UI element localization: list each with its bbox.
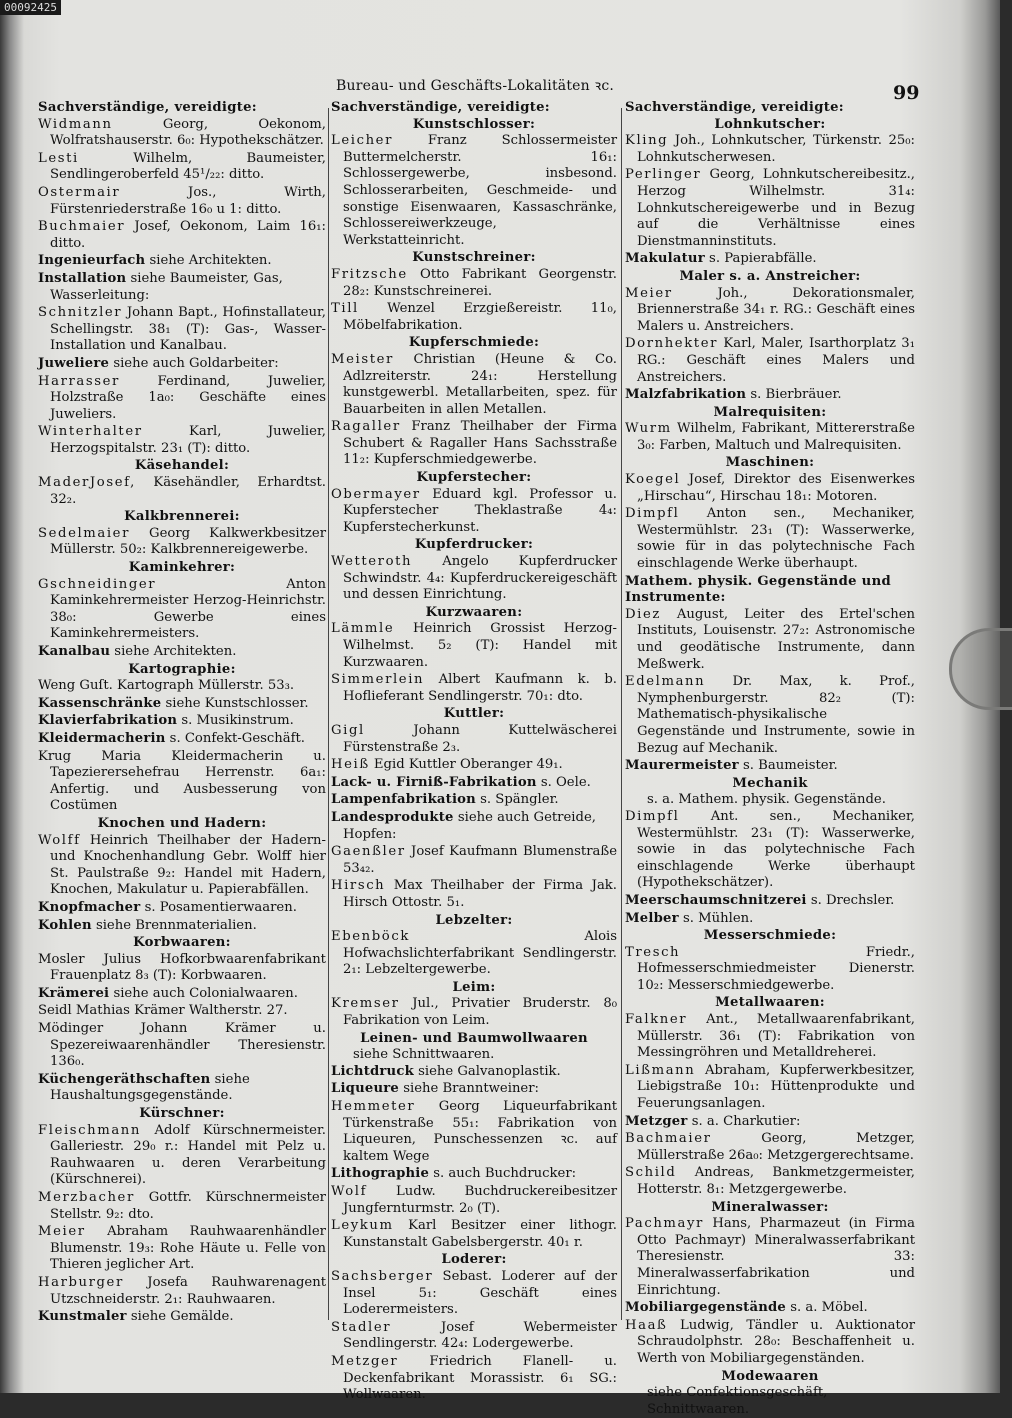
category-heading: Kartographie: — [128, 661, 236, 677]
directory-entry — [331, 844, 617, 877]
entry-name: Sachsberger — [331, 1268, 434, 1284]
directory-entry — [625, 674, 915, 757]
cross-reference-target: siehe Gemälde. — [126, 1309, 234, 1325]
entry-details: Mosler Julius Hofkorbwaarenfabrikant Frauenplatz 8₃ (T): Korbwaaren. — [38, 951, 326, 984]
entry-details: Adolf Kürschnermeister. Galleriestr. 29₀ r.: Handel mit Pelz u. Rauhwaaren u. deren Verarbeitung (Kürschnerei). — [50, 1122, 326, 1188]
entry-name: Kremser — [331, 996, 400, 1012]
cross-reference — [331, 810, 617, 843]
entry-details: Jul., Privatier Bruderstr. 8₀ Fabrikation von Leim. — [343, 996, 617, 1029]
entry-details: Andreas, Bankmetzgermeister, Hotterstr. 8₁: Metzgergewerbe. — [637, 1165, 915, 1197]
entry-name: Leicher — [331, 133, 393, 149]
category-heading: Leinen- und Baumwollwaaren — [360, 1030, 588, 1046]
cross-reference — [331, 1166, 617, 1183]
category-note: s. a. Mathem. physik. Gegenstände. — [647, 792, 886, 808]
entry-name: Heiß — [331, 757, 370, 773]
entry-name: Perlinger — [625, 167, 702, 183]
category-heading: Mathem. physik. Gegenstände und Instrumente: — [625, 573, 891, 606]
entry-details: Dr. Max, k. Prof., Nymphenburgerstr. 82₂ (T): Mathematisch-physikalische Gegenstände und Instrumente, sowie in Bezug auf Mechanik. — [637, 674, 915, 756]
entry-details: Franz Theilhaber der Firma Schubert & Ragaller Hans Sachsstraße 11₂: Kupferschmiedgewerbe. — [343, 419, 617, 468]
cross-reference-heading: Juweliere — [38, 355, 110, 371]
cross-reference-target: siehe Brennmaterialien. — [91, 917, 257, 933]
column-3 — [625, 100, 915, 1418]
cross-reference-heading: Liqueure — [331, 1081, 400, 1097]
entry-name: Gigl — [331, 722, 365, 738]
entry-details: Alois Hofwachslichterfabrikant Sendlingerstr. 2₁: Lebzeltergewerbe. — [343, 929, 617, 978]
entry-name: Ebenböck — [331, 929, 410, 945]
entry-name: Obermayer — [331, 486, 421, 502]
entry-details: Josef Kaufmann Blumenstraße 53₄₂. — [343, 844, 617, 876]
scan-id-label: 00092425 — [0, 0, 61, 15]
category-heading: Sachverständige, vereidigte: — [331, 100, 550, 115]
directory-entry — [38, 1275, 326, 1308]
directory-entry — [38, 526, 326, 559]
entry-name: Meister — [331, 351, 394, 367]
entry-name: Till — [331, 301, 359, 317]
category-heading: Mechanik — [732, 775, 808, 791]
directory-entry — [331, 267, 617, 300]
entry-details: Johann Kuttelwäscherei Fürstenstraße 2₃. — [343, 722, 617, 755]
cross-reference-target: s. a. Möbel. — [786, 1300, 868, 1316]
entry-name: Diez — [625, 606, 661, 622]
cross-reference-target: s. Confekt-Geschäft. — [165, 730, 306, 746]
cross-reference-heading: Lithographie — [331, 1166, 430, 1182]
category-heading: Kaminkehrer: — [128, 560, 236, 576]
directory-entry — [331, 1269, 617, 1319]
cross-reference-heading: Lack- u. Firniß-Fabrikation — [331, 774, 537, 790]
entry-details: Gottfr. Kürschnermeister Stellstr. 9₂: dto. — [50, 1190, 326, 1222]
entry-name: Bachmaier — [625, 1131, 712, 1147]
cross-reference-heading: Mobiliargegenstände — [625, 1300, 787, 1316]
category-heading: Korbwaaren: — [133, 935, 231, 951]
entry-name: Kling — [625, 133, 669, 149]
category-heading: Mineralwasser: — [711, 1199, 829, 1215]
cross-reference-target: siehe Haushaltungsgegenstände. — [50, 1071, 250, 1104]
cross-reference — [38, 253, 326, 270]
directory-entry — [625, 336, 915, 386]
directory-entry — [331, 996, 617, 1029]
entry-name: Ostermair — [38, 184, 121, 200]
entry-details: Karl, Maler, Isarthorplatz 3₁ RG.: Geschäft eines Malers und Anstreichers. — [637, 336, 915, 385]
entry-details: Ludw. Buchdruckereibesitzer Jungfernturmstr. 2₀ (T). — [343, 1184, 617, 1216]
entry-details: Egid Kuttler Oberanger 49₁. — [369, 757, 563, 773]
entry-details: Joh., Dekorationsmaler, Briennerstraße 34₁ r. RG.: Geschäft eines Malers u. Anstreichers. — [637, 285, 915, 334]
category-heading: Käsehandel: — [134, 458, 230, 474]
entry-details: Anton Kaminkehrermeister Herzog-Heinrichstr. 38₀: Gewerbe eines Kaminkehrermeisters. — [50, 576, 326, 642]
entry-details: Albert Kaufmann k. b. Hoflieferant Sendlingerstr. 70₁: dto. — [343, 672, 617, 704]
category-heading: Kupferdrucker: — [414, 537, 534, 553]
cross-reference — [38, 986, 326, 1003]
category-heading: Lohnkutscher: — [714, 116, 826, 132]
cross-reference-heading: Küchengeräthschaften — [38, 1071, 211, 1087]
cross-reference — [38, 1309, 326, 1326]
directory-entry — [331, 352, 617, 418]
cross-reference — [331, 1081, 617, 1098]
entry-details: Josefa Rauhwarenagent Utzschneiderstr. 2₁: Rauhwaaren. — [50, 1274, 326, 1307]
cross-reference — [38, 271, 326, 304]
directory-entry — [625, 809, 915, 892]
directory-entry — [625, 607, 915, 673]
entry-details: Jos., Wirth, Fürstenriederstraße 16₀ u 1: ditto. — [50, 184, 326, 217]
cross-reference — [625, 911, 915, 928]
entry-name: Pachmayr — [625, 1216, 704, 1232]
cross-reference-heading: Ingenieurfach — [38, 253, 146, 269]
cross-reference-heading: Malzfabrikation — [625, 387, 747, 403]
directory-entry — [625, 421, 915, 454]
directory-entry — [38, 1224, 326, 1274]
directory-entry — [625, 286, 915, 336]
category-heading: Knochen und Hadern: — [97, 815, 267, 831]
entry-details: Ferdinand, Juwelier, Holzstraße 1a₀: Geschäfte eines Juweliers. — [50, 373, 326, 422]
entry-name: Harburger — [38, 1274, 124, 1290]
entry-details: Angelo Kupferdrucker Schwindstr. 4₄: Kupferdruckereigeschäft und dessen Einrichtung. — [343, 554, 617, 603]
category-heading: Kunstschreiner: — [412, 250, 536, 266]
directory-entry — [38, 833, 326, 899]
directory-entry — [331, 1099, 617, 1165]
entry-name: Gaenßler — [331, 844, 406, 860]
entry-details: Christian (Heune & Co. Adlzreiterstr. 24₁: Herstellung kunstgewerbl. Metallarbeiten, spez. für Bauarbeiten in allen Metallen. — [343, 351, 617, 417]
entry-name: Dimpfl — [625, 808, 680, 824]
directory-entry — [331, 301, 617, 334]
category-heading: Messerschmiede: — [703, 928, 837, 944]
directory-entry — [625, 945, 915, 995]
entry-name: Dimpfl — [625, 506, 680, 522]
entry-details: Karl, Juwelier, Herzogspitalstr. 23₁ (T): ditto. — [50, 424, 326, 456]
entry-name: Dornhekter — [625, 336, 719, 352]
entry-name: Leykum — [331, 1218, 394, 1234]
entry-name: Gschneidinger — [38, 576, 157, 592]
cross-reference-heading: Kohlen — [38, 917, 92, 933]
category-heading: Kalkbrennerei: — [124, 509, 240, 525]
directory-entry — [625, 1063, 915, 1113]
directory-entry — [331, 487, 617, 537]
directory-entry — [38, 1021, 326, 1071]
directory-entry — [625, 133, 915, 166]
entry-name: Meier — [625, 285, 673, 301]
cross-reference-target: s. a. Charkutier: — [687, 1113, 801, 1129]
directory-entry — [38, 151, 326, 184]
cross-reference-target: siehe auch Goldarbeiter: — [109, 355, 279, 371]
entry-name: Winterhalter — [38, 424, 143, 440]
cross-reference-heading: Lichtdruck — [331, 1063, 414, 1079]
entry-details: Hans, Pharmazeut (in Firma Otto Pachmayr) Mineralwasserfabrikant Theresienstr. 33: Mineralwasserfabrikation und Einrichtung. — [637, 1216, 915, 1298]
entry-name: Ragaller — [331, 419, 401, 435]
entry-name: Wetteroth — [331, 554, 413, 570]
category-heading: Kupferstecher: — [416, 470, 532, 486]
cross-reference-target: s. Posamentierwaaren. — [140, 899, 297, 915]
entry-details: Josef Webermeister Sendlingerstr. 42₄: Lodergewerbe. — [343, 1319, 617, 1352]
directory-entry — [625, 1012, 915, 1062]
directory-entry — [38, 1003, 326, 1020]
cross-reference — [625, 758, 915, 775]
category-heading: Kuttler: — [443, 706, 505, 722]
cross-reference — [38, 731, 326, 748]
cross-reference — [38, 918, 326, 935]
category-heading: Maler s. a. Anstreicher: — [679, 268, 861, 284]
entry-details: Abraham Rauhwaarenhändler Blumenstr. 19₃: Rohe Häute u. Felle von Thieren jeglicher Art. — [50, 1224, 326, 1273]
entry-name: Schild — [625, 1165, 677, 1181]
directory-entry — [331, 878, 617, 911]
entry-details: Anton sen., Mechaniker, Westermühlstr. 23₁ (T): Wasserwerke, sowie für in das polytechnische Fach einschlagende Werke überhaupt. — [637, 506, 915, 572]
directory-entry — [331, 1320, 617, 1353]
entry-name: Koegel — [625, 472, 681, 488]
category-note: siehe Schnittwaaren. — [353, 1047, 495, 1063]
page-clip-icon — [949, 628, 1012, 710]
category-note: siehe Confektionsgeschäft, Schnittwaaren. — [647, 1385, 828, 1417]
entry-details: Joh., Lohnkutscher, Türkenstr. 25₀: Lohnkutscherwesen. — [637, 133, 915, 165]
entry-details: Ant., Metallwaarenfabrikant, Müllerstr. 36₁ (T): Fabrikation von Messingröhren und Metalldreherei. — [637, 1012, 915, 1061]
category-heading: Modewaaren — [721, 1368, 819, 1384]
cross-reference-target: s. Drechsler. — [806, 892, 895, 908]
directory-entry — [625, 167, 915, 250]
entry-details: Georg Kalkwerkbesitzer Müllerstr. 50₂: Kalkbrennereigewerbe. — [50, 525, 326, 558]
entry-details: Sebast. Loderer auf der Insel 5₁: Geschäft eines Loderermeisters. — [343, 1268, 617, 1318]
category-heading: Leim: — [452, 979, 496, 995]
cross-reference-target: siehe Kunstschlosser. — [161, 695, 309, 711]
entry-details: Friedrich Flanell- u. Deckenfabrikant Morassistr. 6₁ SG.: Wollwaaren. — [343, 1353, 617, 1403]
cross-reference-target: s. Musikinstrum. — [177, 713, 294, 729]
entry-name: Haaß — [625, 1317, 668, 1333]
directory-entry — [625, 472, 915, 505]
directory-entry — [331, 554, 617, 604]
cross-reference-target: s. auch Buchdrucker: — [429, 1166, 577, 1182]
directory-entry — [331, 133, 617, 249]
entry-name: Lißmann — [625, 1062, 696, 1078]
entry-name: MaderJosef, — [38, 475, 136, 491]
cross-reference-heading: Krämerei — [38, 985, 110, 1001]
category-heading: Kupferschmiede: — [408, 335, 540, 351]
directory-entry — [331, 1354, 617, 1404]
directory-entry — [625, 1165, 915, 1198]
cross-reference-heading: Metzger — [625, 1113, 688, 1129]
category-heading: Kürschner: — [139, 1106, 225, 1122]
entry-details: Wilhelm, Fabrikant, Mittererstraße 3₀: Farben, Maltuch und Malrequisiten. — [637, 421, 915, 453]
entry-name: Meier — [38, 1224, 86, 1240]
entry-details: Johann Bapt., Hofinstallateur, Schellingstr. 38₁ (T): Gas-, Wasser-Installation und Kanalbau. — [50, 305, 326, 354]
column-2 — [331, 100, 617, 1405]
cross-reference-target: siehe auch Colonialwaaren. — [109, 985, 298, 1001]
entry-details: Wilhelm, Baumeister, Sendlingeroberfeld 45¹/₂₂: ditto. — [50, 150, 326, 183]
column-1 — [38, 100, 326, 1327]
entry-name: Simmerlein — [331, 672, 425, 688]
entry-details: Eduard kgl. Professor u. Kupferstecher Theklastraße 4₄: Kupferstecherkunst. — [343, 486, 617, 535]
cross-reference-target: siehe Architekten. — [145, 253, 272, 269]
cross-reference-heading: Landesprodukte — [331, 809, 454, 825]
entry-name: Metzger — [331, 1353, 399, 1369]
entry-name: Wolf — [331, 1184, 368, 1199]
cross-reference-target: s. Papierabfälle. — [704, 251, 817, 267]
directory-entry — [331, 723, 617, 756]
category-heading: Kurzwaaren: — [425, 604, 523, 620]
entry-name: Wurm — [625, 421, 672, 437]
cross-reference — [38, 1072, 326, 1105]
cross-reference — [38, 644, 326, 661]
directory-entry — [331, 1218, 617, 1251]
entry-details: August, Leiter des Ertel'schen Instituts, Louisenstr. 27₂: Astronomische und geodätische Instrumente, dann Meßwerk. — [637, 606, 915, 672]
entry-name: Wolff — [38, 832, 81, 848]
entry-details: Wenzel Erzgießereistr. 11₀, Möbelfabrikation. — [343, 301, 617, 333]
directory-entry — [38, 305, 326, 355]
entry-details: Seidl Mathias Krämer Waltherstr. 27. — [38, 1003, 288, 1019]
entry-details: Georg, Oekonom, Wolfratshauserstr. 6₀: Hypothekschätzer. — [50, 116, 326, 149]
directory-entry — [38, 678, 326, 695]
entry-name: Edelmann — [625, 674, 706, 690]
entry-details: Josef, Oekonom, Laim 16₁: ditto. — [50, 219, 326, 251]
cross-reference — [625, 1114, 915, 1131]
entry-name: Lesti — [38, 150, 79, 166]
entry-name: Stadler — [331, 1319, 392, 1335]
directory-entry — [331, 419, 617, 469]
directory-entry — [38, 1190, 326, 1223]
category-heading: Kunstschlosser: — [412, 116, 536, 132]
directory-entry — [38, 475, 326, 508]
entry-name: Sedelmaier — [38, 525, 130, 541]
cross-reference-heading: Installation — [38, 270, 127, 286]
cross-reference-target: s. Baumeister. — [738, 758, 838, 774]
entry-name: Fleischmann — [38, 1122, 141, 1138]
directory-entry — [38, 374, 326, 424]
directory-entry — [38, 952, 326, 985]
entry-details: Käsehändler, Erhardtst. 32₂. — [50, 475, 326, 507]
entry-details: Ant. sen., Mechaniker, Westermühlstr. 23₁ (T): Wasserwerke, sowie in das polytechnische Fach einschlagende Werke überhaupt (Hypothekschätzer). — [637, 808, 915, 891]
cross-reference — [331, 792, 617, 809]
cross-reference — [625, 251, 915, 268]
directory-entry — [38, 1123, 326, 1189]
cross-reference — [38, 900, 326, 917]
cross-reference-target: s. Spängler. — [475, 792, 559, 808]
directory-entry — [625, 1131, 915, 1164]
category-heading: Sachverständige, vereidigte: — [38, 100, 257, 115]
entry-details: Mödinger Johann Krämer u. Spezereiwaarenhändler Theresienstr. 136₀. — [38, 1021, 326, 1070]
cross-reference-heading: Maurermeister — [625, 758, 739, 774]
entry-details: Ludwig, Tändler u. Auktionator Schraudolphstr. 28₀: Beschaffenheit u. Werth von Mobiliargegenständen. — [637, 1317, 915, 1366]
entry-details: Abraham, Kupferwerkbesitzer, Liebigstraße 10₁: Hüttenprodukte und Feuerungsanlagen. — [637, 1062, 915, 1112]
entry-details: Georg, Metzger, Müllerstraße 26a₀: Metzgergerechtsame. — [637, 1131, 915, 1163]
entry-name: Falkner — [625, 1012, 688, 1028]
entry-name: Fritzsche — [331, 266, 408, 282]
entry-details: Max Theilhaber der Firma Jak. Hirsch Ottostr. 5₁. — [343, 878, 617, 910]
entry-details: Josef, Direktor des Eisenwerkes „Hirschau“, Hirschau 18₁: Motoren. — [637, 472, 915, 504]
category-heading: Sachverständige, vereidigte: — [625, 100, 844, 115]
directory-entry — [331, 672, 617, 705]
cross-reference-target: siehe auch Getreide, Hopfen: — [343, 809, 596, 842]
cross-reference-heading: Kassenschränke — [38, 695, 162, 711]
category-heading: Maschinen: — [725, 455, 815, 471]
entry-details: Georg Liqueurfabrikant Türkenstraße 55₁: Fabrikation von Liqueuren, Punschessenzen ꝛc. auf kaltem Wege — [343, 1099, 617, 1164]
directory-entry — [38, 117, 326, 150]
entry-name: Hirsch — [331, 878, 386, 894]
cross-reference-heading: Klavierfabrikation — [38, 713, 178, 729]
entry-name: Hemmeter — [331, 1099, 416, 1115]
entry-details: Friedr., Hofmesserschmiedmeister Dienerstr. 10₂: Messerschmiedgewerbe. — [637, 944, 915, 993]
cross-reference — [38, 696, 326, 713]
running-header: Bureau- und Geschäfts-Lokalitäten ꝛc. — [336, 78, 615, 94]
entry-name: Merzbacher — [38, 1190, 135, 1205]
cross-reference — [38, 356, 326, 373]
category-heading: Metallwaaren: — [715, 995, 825, 1011]
entry-details: Georg, Lohnkutschereibesitz., Herzog Wilhelmstr. 31₄: Lohnkutschereigewerbe und in Bezug auf die Verhältnisse eines Dienstmanninstituts. — [637, 167, 915, 249]
cross-reference-target: s. Mühlen. — [678, 910, 754, 926]
cross-reference-heading: Kleidermacherin — [38, 730, 166, 746]
entry-details: Heinrich Grossist Herzog-Wilhelmst. 5₂ (T): Handel mit Kurzwaaren. — [343, 621, 617, 670]
entry-name: Schnitzler — [38, 305, 123, 321]
entry-name: Tresch — [625, 944, 681, 960]
cross-reference-target: siehe Architekten. — [110, 644, 237, 659]
category-heading: Loderer: — [441, 1252, 507, 1268]
entry-details: Heinrich Theilhaber der Hadern- und Knochenhandlung Gebr. Wolff hier St. Paulstraße 9₂: Handel mit Hadern, Knochen, Makulatur u. Papierabfällen. — [50, 832, 326, 898]
cross-reference-heading: Lampenfabrikation — [331, 792, 476, 808]
directory-entry — [625, 506, 915, 572]
page-number: 99 — [893, 82, 920, 104]
cross-reference-heading: Melber — [625, 910, 679, 926]
directory-entry — [38, 219, 326, 252]
cross-reference-heading: Meerschaumschnitzerei — [625, 892, 807, 908]
directory-entry — [625, 1318, 915, 1368]
directory-entry — [38, 424, 326, 457]
cross-reference-target: s. Bierbräuer. — [746, 387, 842, 403]
cross-reference — [625, 1300, 915, 1317]
cross-reference — [38, 713, 326, 730]
cross-reference — [625, 387, 915, 404]
entry-name: Harrasser — [38, 373, 120, 389]
entry-details: Otto Fabrikant Georgenstr. 28₂: Kunstschreinerei. — [343, 266, 617, 299]
directory-entry — [38, 185, 326, 218]
cross-reference-target: siehe Baumeister, Gas, Wasserleitung: — [50, 270, 283, 303]
entry-name: Lämmle — [331, 621, 395, 637]
category-heading: Lebzelter: — [435, 912, 513, 928]
cross-reference — [331, 1064, 617, 1081]
cross-reference — [331, 775, 617, 792]
directory-entry — [625, 1216, 915, 1299]
directory-entry — [38, 749, 326, 815]
cross-reference-target: siehe Branntweiner: — [399, 1081, 539, 1097]
entry-details: Karl Besitzer einer lithogr. Kunstanstalt Gabelsbergerstr. 40₁ r. — [343, 1218, 617, 1250]
directory-entry — [331, 1184, 617, 1217]
entry-name: Widmann — [38, 116, 113, 132]
cross-reference-heading: Makulatur — [625, 251, 705, 267]
entry-details: Krug Maria Kleidermacherin u. Tapezierersehefrau Herrenstr. 6a₁: Anfertig. und Ausbesserung von Costümen — [38, 748, 326, 814]
entry-details: Franz Schlossermeister Buttermelcherstr. 16₁: Schlossergewerbe, insbesond. Schlosserarbeiten, Geschmeide- und sonstige Eisenwaaren, Kassaschränke, Schlossereiwerkzeuge, Werkstatteinricht. — [343, 133, 617, 248]
directory-entry — [331, 621, 617, 671]
directory-entry — [38, 577, 326, 643]
category-heading: Malrequisiten: — [713, 404, 827, 420]
cross-reference-target: siehe Galvanoplastik. — [413, 1063, 561, 1079]
cross-reference — [625, 893, 915, 910]
cross-reference-target: s. Oele. — [536, 774, 591, 790]
column-divider — [621, 108, 622, 1320]
directory-entry — [331, 929, 617, 979]
cross-reference-heading: Knopfmacher — [38, 899, 141, 915]
column-divider — [328, 108, 329, 1320]
directory-entry — [331, 757, 617, 774]
entry-details: Weng Guſt. Kartograph Müllerstr. 53₃. — [38, 678, 295, 694]
cross-reference-heading: Kanalbau — [38, 644, 111, 659]
cross-reference-heading: Kunstmaler — [38, 1309, 127, 1325]
entry-name: Buchmaier — [38, 219, 126, 235]
